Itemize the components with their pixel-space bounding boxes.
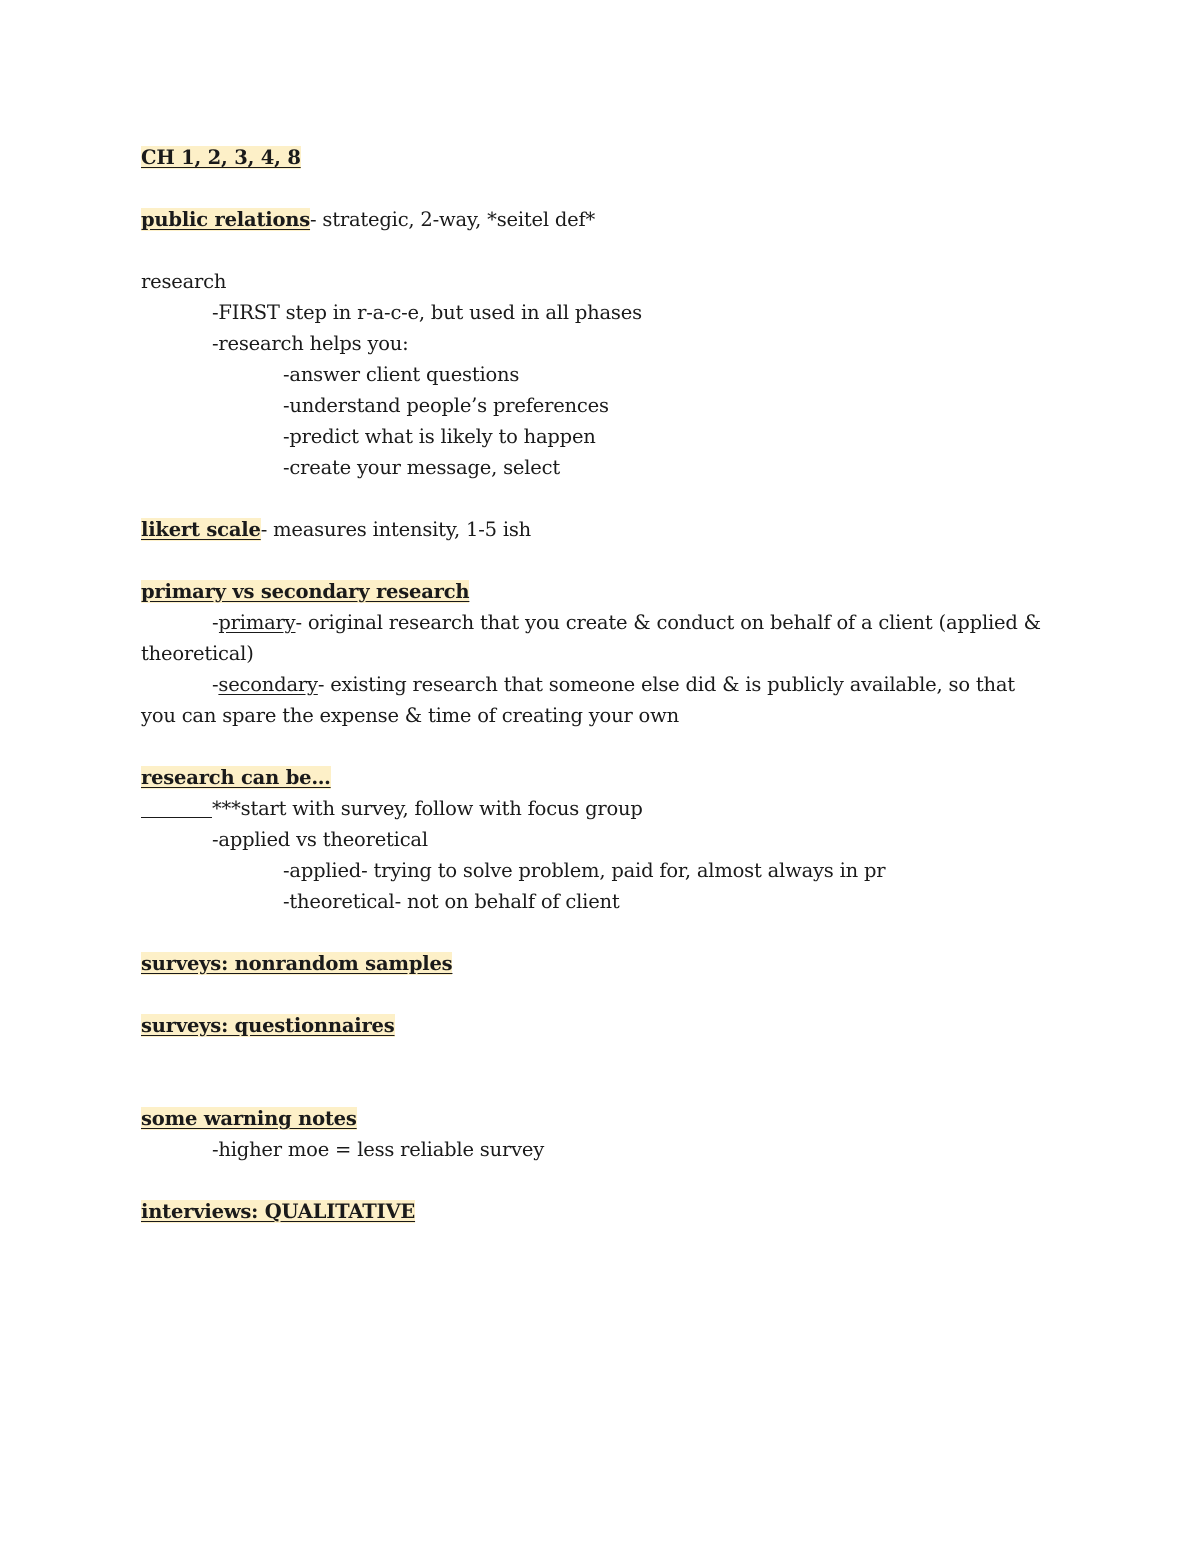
secondary-paragraph: -secondary- existing research that someone else did & is publicly available, so that you can spare the expense & time of creating your own — [141, 673, 1015, 727]
pr-term: public relations — [141, 208, 311, 231]
secondary-term: secondary — [218, 673, 318, 696]
primary-secondary-heading-line — [141, 576, 1041, 607]
fill-in-blank — [141, 797, 212, 818]
likert-definition: - measures intensity, 1-5 ish — [260, 518, 532, 541]
survey-note-line — [141, 793, 1041, 824]
survey-note: ***start with survey, follow with focus group — [212, 797, 643, 820]
secondary-definition: - existing research that someone else did & is publicly available, so that you can spare the expense & time of creating your own — [141, 673, 1015, 727]
research-can-be-heading: research can be… — [141, 766, 331, 789]
warning-heading: some warning notes — [141, 1107, 357, 1130]
applied-definition: -applied- trying to solve problem, paid for, almost always in pr — [283, 859, 886, 882]
research-help-item: -create your message, select — [283, 456, 560, 479]
primary-secondary-heading: primary vs secondary research — [141, 580, 470, 603]
interviews-line — [141, 1196, 1041, 1227]
research-help-item: -understand people’s preferences — [283, 394, 609, 417]
primary-definition: - original research that you create & conduct on behalf of a client (applied & theoretical) — [141, 611, 1041, 665]
theoretical-definition: -theoretical- not on behalf of client — [283, 890, 620, 913]
warning-heading-line — [141, 1103, 1041, 1134]
document-title: CH 1, 2, 3, 4, 8 — [141, 146, 301, 169]
applied-vs-theoretical: -applied vs theoretical — [212, 828, 428, 851]
likert-term: likert scale — [141, 518, 261, 541]
research-point-1: -FIRST step in r-a-c-e, but used in all phases — [212, 301, 642, 324]
interviews-heading: interviews: QUALITATIVE — [141, 1200, 416, 1223]
warning-note: -higher moe = less reliable survey — [212, 1138, 545, 1161]
research-help-item: -answer client questions — [283, 363, 520, 386]
research-help-item: -predict what is likely to happen — [283, 425, 596, 448]
research-can-be-heading-line — [141, 762, 1041, 793]
surveys-nonrandom-heading: surveys: nonrandom samples — [141, 952, 453, 975]
primary-term: primary — [218, 611, 296, 634]
surveys-nonrandom-line — [141, 948, 1041, 979]
research-heading: research — [141, 270, 227, 293]
title-line — [141, 142, 1041, 173]
likert-line — [141, 514, 1041, 545]
research-point-2: -research helps you: — [212, 332, 409, 355]
document-page — [141, 142, 1041, 1227]
primary-paragraph: -primary- original research that you create & conduct on behalf of a client (applied & theoretical) — [141, 611, 1041, 665]
pr-line — [141, 204, 1041, 235]
surveys-questionnaires-line — [141, 1010, 1041, 1041]
pr-definition: - strategic, 2-way, *seitel def* — [310, 208, 596, 231]
surveys-questionnaires-heading: surveys: questionnaires — [141, 1014, 395, 1037]
